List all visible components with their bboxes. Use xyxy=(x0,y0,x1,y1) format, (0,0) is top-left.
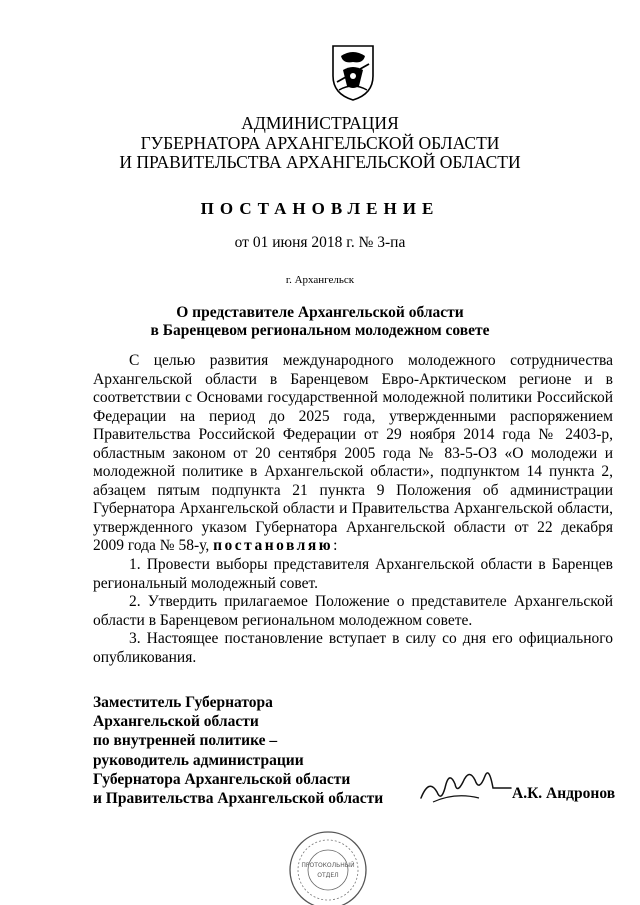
signatory-position-line: и Правительства Архангельской области xyxy=(93,790,384,808)
seal-text-line-2: ОТДЕЛ xyxy=(317,872,339,879)
date-number: от 01 июня 2018 г. № 3-па xyxy=(234,234,406,251)
document-title-line-2: в Баренцевом региональном молодежном совете xyxy=(150,322,490,339)
header-line-1: АДМИНИСТРАЦИЯ xyxy=(241,113,399,133)
signer-name: А.К. Андронов xyxy=(512,785,616,802)
seal-text-line-1: ПРОТОКОЛЬНЫЙ xyxy=(301,862,355,869)
signatory-position-line: руководитель администрации xyxy=(93,751,304,769)
signatory-position-line: по внутренней политике – xyxy=(93,732,278,750)
decree-word: постановляю xyxy=(213,537,334,555)
list-item: 3. Настоящее постановление вступает в силу со дня его официального опубликования. xyxy=(93,630,613,666)
list-item: 2. Утвердить прилагаемое Положение о представителе Архангельской области в Баренцевом региональном молодежном совете. xyxy=(93,593,613,629)
signatory-position-line: Губернатора Архангельской области xyxy=(93,770,351,788)
decree-colon: : xyxy=(333,537,338,555)
document-type: ПОСТАНОВЛЕНИЕ xyxy=(200,199,440,218)
list-item: 1. Провести выборы представителя Архангельской области в Баренцев региональный молодежный совет. xyxy=(93,556,613,592)
signature-block xyxy=(93,693,383,808)
signatory-position-line: Заместитель Губернатора xyxy=(93,694,273,711)
document-body xyxy=(93,352,613,667)
intro-paragraph xyxy=(93,352,613,556)
document-title-line-1: О представителе Архангельской области xyxy=(176,304,464,321)
header-line-2: ГУБЕРНАТОРА АРХАНГЕЛЬСКОЙ ОБЛАСТИ xyxy=(140,133,500,153)
city-name: г. Архангельск xyxy=(285,274,355,286)
intro-text: С целью развития международного молодежного сотрудничества Архангельской области в Баренцевом Евро-Арктическом регионе и в соответствии с Основами государственной молодежной политики Российской Федерации на период до 2025 года, утвержденными распоряжением Правительства Российской Федерации от 29 ноября 2014 года № 2403-р, областным законом от 20 сентября 2005 года № 83-5-ОЗ «О молодежи и молодежной политике в Архангельской области», подпунктом 14 пункта 2, абзацем пятым подпункта 21 пункта 9 Положения об администрации Губернатора Архангельской области и Правительства Архангельской области, утвержденного указом Губернатора Архангельской области от 22 декабря 2009 года № 58-у, xyxy=(93,352,613,555)
header-line-3: И ПРАВИТЕЛЬСТВА АРХАНГЕЛЬСКОЙ ОБЛАСТИ xyxy=(119,152,521,172)
handwritten-signature xyxy=(415,758,515,810)
coat-of-arms-emblem xyxy=(329,42,377,102)
official-seal-stamp xyxy=(283,825,373,905)
signatory-position-line: Архангельской области xyxy=(93,713,259,731)
